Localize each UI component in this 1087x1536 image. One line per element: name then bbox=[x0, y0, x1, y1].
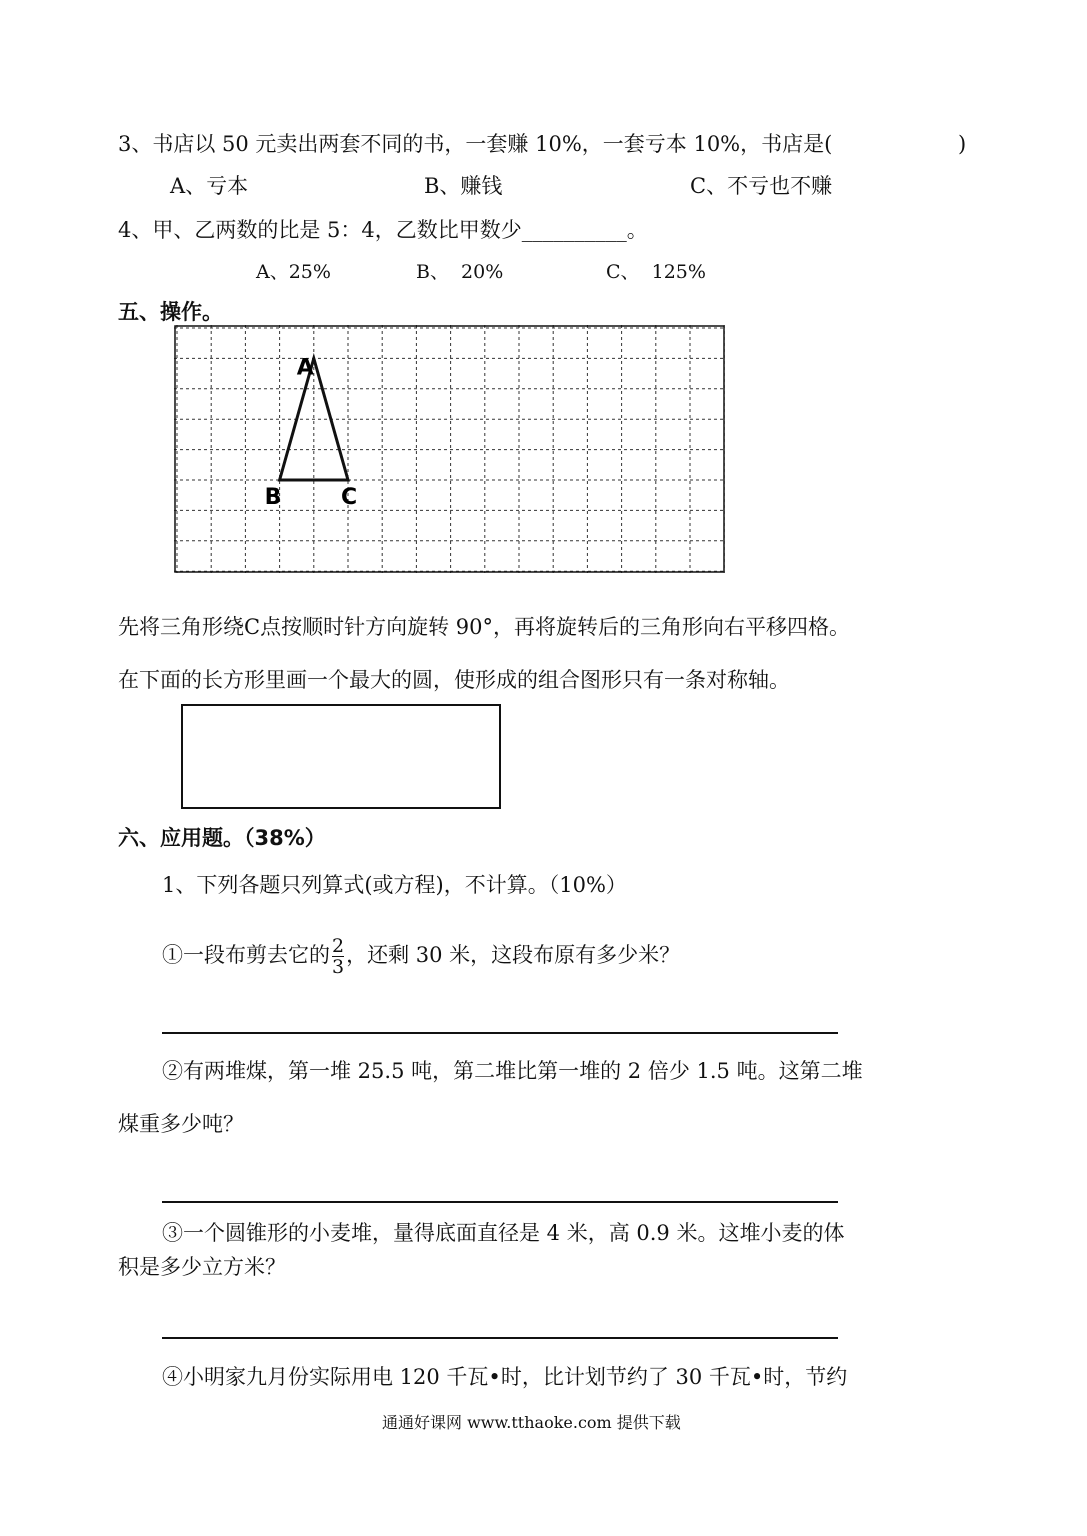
q4-text: 4、甲、乙两数的比是 5：4，乙数比甲数少__________。 bbox=[118, 218, 648, 242]
answer-line-2 bbox=[162, 1201, 838, 1203]
instruction-circle: 在下面的长方形里画一个最大的圆，使形成的组合图形只有一条对称轴。 bbox=[118, 668, 790, 692]
answer-line-3 bbox=[162, 1337, 838, 1339]
fraction-denominator: 3 bbox=[332, 956, 345, 978]
dotted-grid bbox=[174, 325, 726, 575]
q4-option-c: C、 125% bbox=[606, 261, 706, 283]
page-footer: 通通好课网 www.tthaoke.com 提供下载 bbox=[382, 1413, 681, 1432]
problem-4-line1: ④小明家九月份实际用电 120 千瓦•时，比计划节约了 30 千瓦•时，节约 bbox=[162, 1365, 848, 1389]
section5-title: 五、操作。 bbox=[118, 300, 223, 324]
q3-option-a: A、亏本 bbox=[170, 174, 249, 198]
q3-close-paren: ) bbox=[958, 132, 967, 156]
problem-1-suffix: ，还剩 30 米，这段布原有多少米？ bbox=[346, 943, 681, 967]
grid-border bbox=[175, 326, 724, 572]
fraction-numerator: 2 bbox=[332, 935, 345, 957]
problem-1 bbox=[162, 918, 680, 992]
q3-option-b: B、赚钱 bbox=[424, 174, 503, 198]
vertex-label-b: B bbox=[264, 485, 282, 510]
problem-2-line2: 煤重多少吨？ bbox=[118, 1112, 244, 1136]
problem-1-prefix: ①一段布剪去它的 bbox=[162, 943, 330, 967]
instruction-rotate: 先将三角形绕C点按顺时针方向旋转 90°，再将旋转后的三角形向右平移四格。 bbox=[118, 615, 850, 639]
fraction-two-thirds bbox=[332, 936, 344, 977]
problem-3-line1: ③一个圆锥形的小麦堆，量得底面直径是 4 米，高 0.9 米。这堆小麦的体 bbox=[162, 1221, 845, 1245]
q4-option-b: B、 20% bbox=[416, 261, 504, 283]
vertex-label-a: A bbox=[296, 355, 314, 381]
sub-question-1: 1、下列各题只列算式(或方程)，不计算。（10%） bbox=[162, 873, 627, 897]
problem-3-line2: 积是多少立方米？ bbox=[118, 1255, 286, 1279]
vertex-label-c: C bbox=[341, 485, 358, 510]
q3-option-c: C、不亏也不赚 bbox=[690, 174, 833, 198]
problem-2-line1: ②有两堆煤，第一堆 25.5 吨，第二堆比第一堆的 2 倍少 1.5 吨。这第二堆 bbox=[162, 1059, 863, 1083]
answer-line-1 bbox=[162, 1032, 838, 1034]
q3-text: 3、书店以 50 元卖出两套不同的书，一套赚 10%，一套亏本 10%，书店是( bbox=[118, 132, 833, 156]
rectangle-box bbox=[181, 704, 501, 809]
q4-option-a: A、25% bbox=[256, 261, 331, 283]
section6-title: 六、应用题。（38%） bbox=[118, 826, 326, 850]
